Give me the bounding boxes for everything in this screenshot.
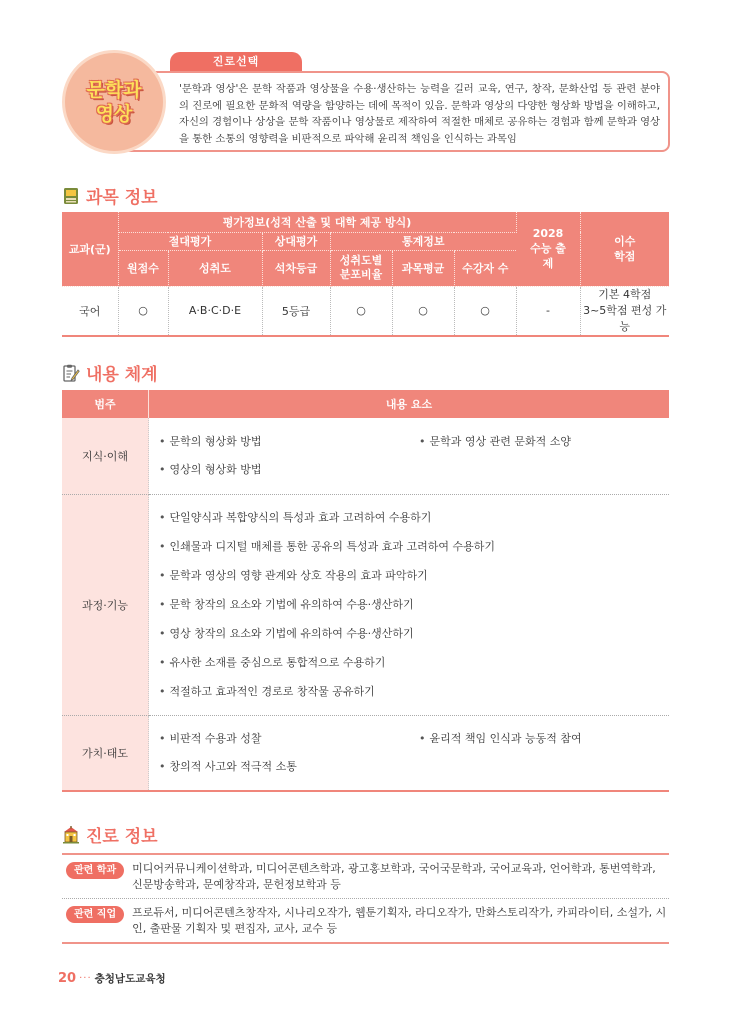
subject-title-circle [62, 50, 166, 154]
related-jobs-badge: 관련 직업 [66, 906, 124, 923]
cell-achievement: A·B·C·D·E [168, 286, 262, 336]
category-process: 과정·기능 [62, 494, 149, 715]
career-info-heading [62, 822, 158, 847]
header-achievement-ratio: 성취도별 분포비율 [330, 250, 392, 286]
content-row-process [62, 494, 669, 715]
related-departments-badge: 관련 학과 [66, 862, 124, 879]
list-item: • 윤리적 책임 인식과 능동적 참여 [419, 732, 659, 746]
related-departments-text: 미디어커뮤니케이션학과, 미디어콘텐츠학과, 광고홍보학과, 국어국문학과, 국어교육과, 언어학과, 통번역학과, 신문방송학과, 문예창작과, 문헌정보학과 등 [132, 862, 656, 891]
subject-header [62, 50, 670, 154]
clipboard-pencil-icon [62, 364, 80, 382]
list-item: • 영상의 형상화 방법 [159, 463, 419, 477]
category-knowledge: 지식·이해 [62, 418, 149, 494]
header-statistics: 통계정보 [330, 232, 516, 250]
book-icon [62, 187, 80, 205]
credits-range: 3~5학점 편성 가능 [583, 303, 667, 333]
subject-info-heading [62, 183, 158, 208]
subject-description: '문학과 영상'은 문학 작품과 영상물을 수용·생산하는 능력을 길러 교육, 연구, 창작, 문화산업 등 관련 분야의 진로에 필요한 문화적 역량을 함양하는 데에 목적이 있음. 문학과 영상의 다양한 형상화 방법을 이해하고, 자신의 경험이나 상상을 문학 작품이나 영상물로 제작하여 적절한 매체로 공유하는 경험과 함께 문학과 영상을 통한 소통의 영향력을 비판적으로 파악해 윤리적 책임을 인식하는 과목임 [122, 71, 670, 152]
content-row-values [62, 715, 669, 791]
page-footer [58, 971, 166, 986]
header-raw-score: 원점수 [118, 250, 168, 286]
publisher-name: 충청남도교육청 [94, 973, 166, 985]
header-rank-grade: 석차등급 [262, 250, 330, 286]
list-item: • 인쇄물과 디지털 매체를 통한 공유의 특성과 효과 고려하여 수용하기 [159, 540, 659, 554]
cell-students: ○ [454, 286, 516, 336]
page-number: 20 [58, 971, 77, 986]
cell-achievement-ratio: ○ [330, 286, 392, 336]
cell-subject-group: 국어 [62, 286, 118, 336]
footer-dots: ··· [79, 973, 92, 984]
list-item: • 문학과 영상 관련 문화적 소양 [419, 435, 659, 449]
header-relative: 상대평가 [262, 232, 330, 250]
cell-csat: - [516, 286, 580, 336]
subject-title-line1: 문학과 [86, 79, 142, 101]
list-item: • 단일양식과 복합양식의 특성과 효과 고려하여 수용하기 [159, 511, 659, 525]
header-students: 수강자 수 [454, 250, 516, 286]
list-item: • 영상 창작의 요소와 기법에 유의하여 수용·생산하기 [159, 627, 659, 641]
header-eval-info: 평가정보(성적 산출 및 대학 제공 방식) [118, 212, 516, 232]
content-system-title: 내용 체계 [86, 365, 158, 385]
header-credits: 이수 학점 [580, 212, 669, 286]
header-subject-avg: 과목평균 [392, 250, 454, 286]
subject-info-title: 과목 정보 [86, 188, 158, 208]
subject-info-table [62, 212, 669, 337]
header-absolute: 절대평가 [118, 232, 262, 250]
list-item: • 문학 창작의 요소와 기법에 유의하여 수용·생산하기 [159, 598, 659, 612]
cell-credits [580, 286, 669, 336]
header-achievement: 성취도 [168, 250, 262, 286]
cell-raw-score: ○ [118, 286, 168, 336]
related-departments-row [62, 853, 669, 899]
career-info-block [62, 853, 669, 944]
school-icon [62, 826, 80, 844]
related-jobs-row [62, 899, 669, 944]
content-system-heading [62, 360, 158, 385]
career-elective-tag: 진로선택 [170, 52, 302, 72]
category-values: 가치·태도 [62, 715, 149, 791]
list-item: • 창의적 사고와 적극적 소통 [159, 760, 419, 774]
list-item: • 문학의 형상화 방법 [159, 435, 419, 449]
header-csat: 2028 수능 출제 [516, 212, 580, 286]
credits-basic: 기본 4학점 [598, 287, 652, 301]
subject-title-line2: 영상 [95, 103, 133, 125]
list-item: • 비판적 수용과 성찰 [159, 732, 419, 746]
header-content-elements: 내용 요소 [149, 390, 670, 418]
header-category: 범주 [62, 390, 149, 418]
header-subject-group: 교과(군) [62, 212, 118, 286]
related-jobs-text: 프로듀서, 미디어콘텐츠창작자, 시나리오작가, 웹툰기획자, 라디오작가, 만화스토리작가, 카피라이터, 소설가, 시인, 출판물 기획자 및 편집자, 교사, 교수 등 [132, 906, 667, 935]
list-item: • 유사한 소재를 중심으로 통합적으로 수용하기 [159, 656, 659, 670]
list-item: • 문학과 영상의 영향 관계와 상호 작용의 효과 파악하기 [159, 569, 659, 583]
cell-subject-avg: ○ [392, 286, 454, 336]
cell-rank-grade: 5등급 [262, 286, 330, 336]
content-row-knowledge [62, 418, 669, 494]
list-item: • 적절하고 효과적인 경로로 창작물 공유하기 [159, 685, 659, 699]
content-system-table [62, 390, 669, 792]
career-info-title: 진로 정보 [86, 827, 158, 847]
